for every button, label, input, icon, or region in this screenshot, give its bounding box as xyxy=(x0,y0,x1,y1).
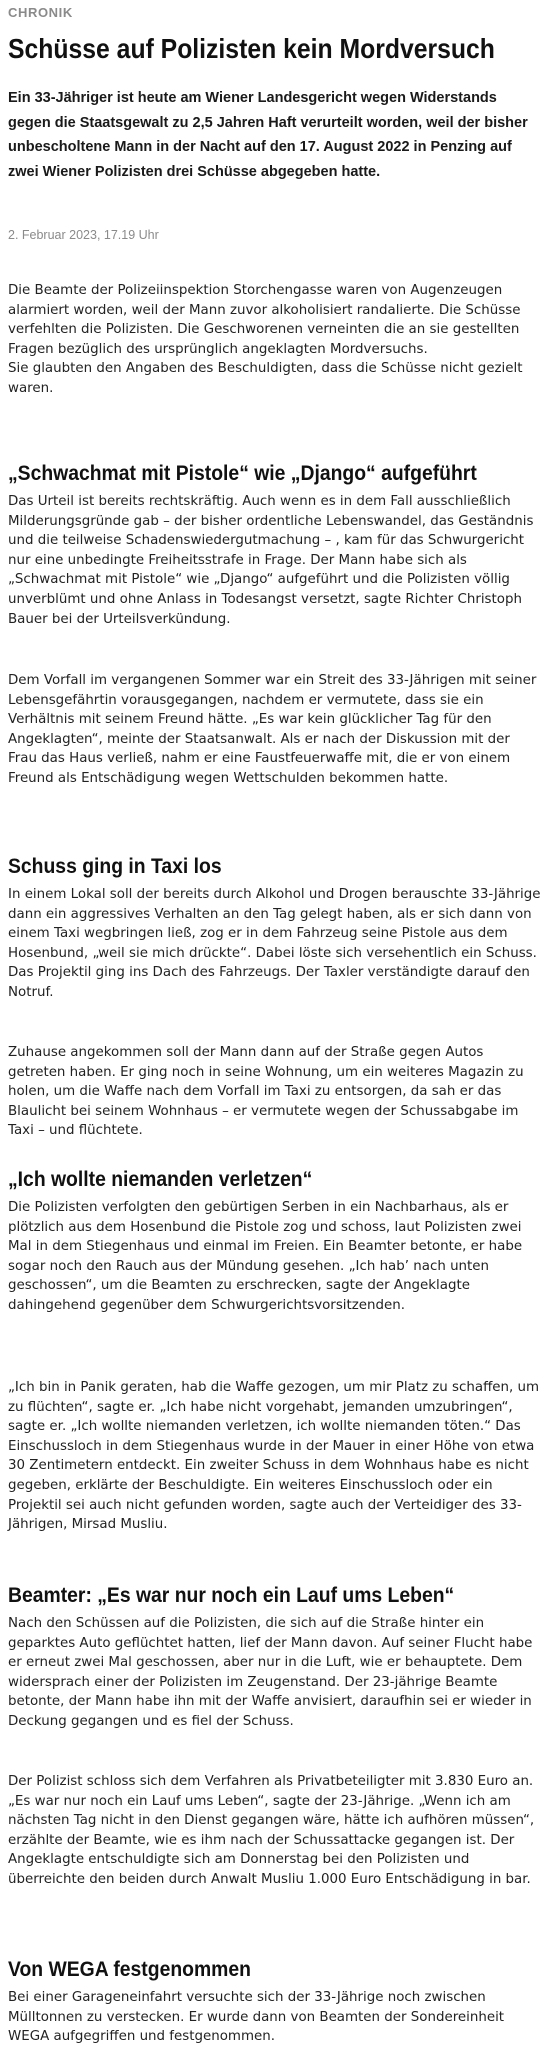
category-kicker[interactable]: CHRONIK xyxy=(8,5,73,20)
section-heading: Schuss ging in Taxi los xyxy=(8,854,222,878)
intro-paragraph: Die Beamte der Polizeiinspektion Storchengasse waren von Augenzeugen alarmiert worden, weil der Mann zuvor alkoholisiert randalierte. Die Schüsse verfehlten die Polizisten. Die Geschworenen verneinten die an sie gestellten Fragen bezüglich des ursprünglich angeklagten Mordversuchs. Sie glaubten den Angaben des Beschuldigten, dass die Schüsse nicht gezielt waren. xyxy=(8,283,523,396)
section-heading: „Schwachmat mit Pistole“ wie „Django“ aufgeführt xyxy=(8,461,477,485)
body-paragraph: Die Polizisten verfolgten den gebürtigen Serben in ein Nachbarhaus, als er plötzlich aus dem Hosenbund die Pistole zog und schoss, laut Polizisten zwei Mal in dem Stiegenhaus und einmal im Freien. Ein Beamter betonte, er habe sogar noch den Rauch aus der Mündung gesehen. „Ich hab’ nach unten geschossen“, um die Beamten zu erschrecken, sagte der Angeklagte dahingehend gegenüber dem Schwurgerichtsvorsitzenden. xyxy=(8,1200,523,1313)
publish-date: 2. Februar 2023, 17.19 Uhr xyxy=(8,228,159,242)
body-paragraph: „Ich bin in Panik geraten, hab die Waffe gezogen, um mir Platz zu schaffen, um zu flüchten“, sagte er. „Ich habe nicht vorgehabt, jemanden umzubringen“, sagte er. „Ich wollte niemanden verletzen, ich wollte niemanden töten.“ Das Einschussloch in dem Stiegenhaus wurde in der Mauer in einer Höhe von etwa 30 Zentimetern entdeckt. Ein zweiter Schuss in dem Wohnhaus habe es nicht gegeben, erklärte der Beschuldigte. Ein weiteres Einschussloch oder ein Projektil sei auch nicht gefunden worden, sagte auch der Verteidiger des 33-Jährigen, Mirsad Musliu. xyxy=(8,1380,540,1533)
section-heading: „Ich wollte niemanden verletzen“ xyxy=(8,1167,313,1191)
section-heading: Beamter: „Es war nur noch ein Lauf ums Leben“ xyxy=(8,1583,455,1607)
body-paragraph: Das Urteil ist bereits rechtskräftig. Auch wenn es in dem Fall ausschließlich Milderungsgründe gab – der bisher ordentliche Lebenswandel, das Geständnis und die teilweise Schadenswiedergutmachung – , kam für das Schwurgericht nur eine unbedingte Freiheitsstrafe in Frage. Der Mann habe sich als „Schwachmat mit Pistole“ wie „Django“ aufgeführt und die Polizisten völlig unverblümt und ohne Anlass in Todesangst versetzt, sagte Richter Christoph Bauer bei der Urteilsverkündung. xyxy=(8,494,534,627)
body-paragraph: Der Polizist schloss sich dem Verfahren als Privatbeteiligter mit 3.830 Euro an. „Es war nur noch ein Lauf ums Leben“, sagte der 23-Jährige. „Wenn ich am nächsten Tag nicht in den Dienst gegangen wäre, hätte ich aufhören müssen“, erzählte der Beamte, wie es ihm nach der Schussattacke gegangen ist. Der Angeklagte entschuldigte sich am Donnerstag bei den Polizisten und überreichte den beiden durch Anwalt Musliu 1.000 Euro Entschädigung in bar. xyxy=(8,1774,535,1887)
body-paragraph: Bei einer Garageneinfahrt versuchte sich der 33-Jährige noch zwischen Mülltonnen zu verstecken. Er wurde dann von Beamten der Sondereinheit WEGA aufgegriffen und festgenommen. xyxy=(8,1990,505,2045)
body-paragraph: Zuhause angekommen soll der Mann dann auf der Straße gegen Autos getreten haben. Er ging noch in seine Wohnung, um ein weiteres Magazin zu holen, um die Waffe nach dem Vorfall im Taxi zu entsorgen, da sah er das Blaulicht bei seinem Wohnhaus – er vermutete wegen der Schussabgabe im Taxi – und flüchtete. xyxy=(8,1045,524,1139)
section-heading: Von WEGA festgenommen xyxy=(8,1957,251,1981)
body-paragraph: Dem Vorfall im vergangenen Sommer war ein Streit des 33-Jährigen mit seiner Lebensgefährtin vorausgegangen, nachdem er vermutete, dass sie ein Verhältnis mit seinem Freund hätte. „Es war kein glücklicher Tag für den Angeklagten“, meinte der Staatsanwalt. Als er nach der Diskussion mit der Frau das Haus verließ, nahm er eine Faustfeuerwaffe mit, die er von einem Freund als Entschädigung wegen Wettschulden bekommen hatte. xyxy=(8,673,537,786)
body-paragraph: Nach den Schüssen auf die Polizisten, die sich auf die Straße hinter ein geparktes Auto geflüchtet hatten, lief der Mann davon. Auf seiner Flucht habe er erneut zwei Mal geschossen, aber nur in die Luft, wie er behauptete. Dem widersprach einer der Polizisten im Zeugenstand. Der 23-jährige Beamte betonte, der Mann habe ihn mit der Waffe anvisiert, daraufhin sei er wieder in Deckung gegangen und es fiel der Schuss. xyxy=(8,1616,533,1729)
article-lead: Ein 33-Jähriger ist heute am Wiener Landesgericht wegen Widerstands gegen die Staatsgewalt zu 2,5 Jahren Haft verurteilt worden, weil der bisher unbescholtene Mann in der Nacht auf den 17. August 2022 in Penzing auf zwei Wiener Polizisten drei Schüsse abgegeben hatte. xyxy=(8,90,528,180)
body-paragraph: In einem Lokal soll der bereits durch Alkohol und Drogen berauschte 33-Jährige dann ein aggressives Verhalten an den Tag gelegt haben, als er sich dann von einem Taxi wegbringen ließ, zog er in dem Fahrzeug seine Pistole aus dem Hosenbund, „weil sie mich drückte“. Dabei löste sich versehentlich ein Schuss. Das Projektil ging ins Dach des Fahrzeugs. Der Taxler verständigte darauf den Notruf. xyxy=(8,887,541,1000)
article-headline: Schüsse auf Polizisten kein Mordversuch xyxy=(8,33,495,64)
